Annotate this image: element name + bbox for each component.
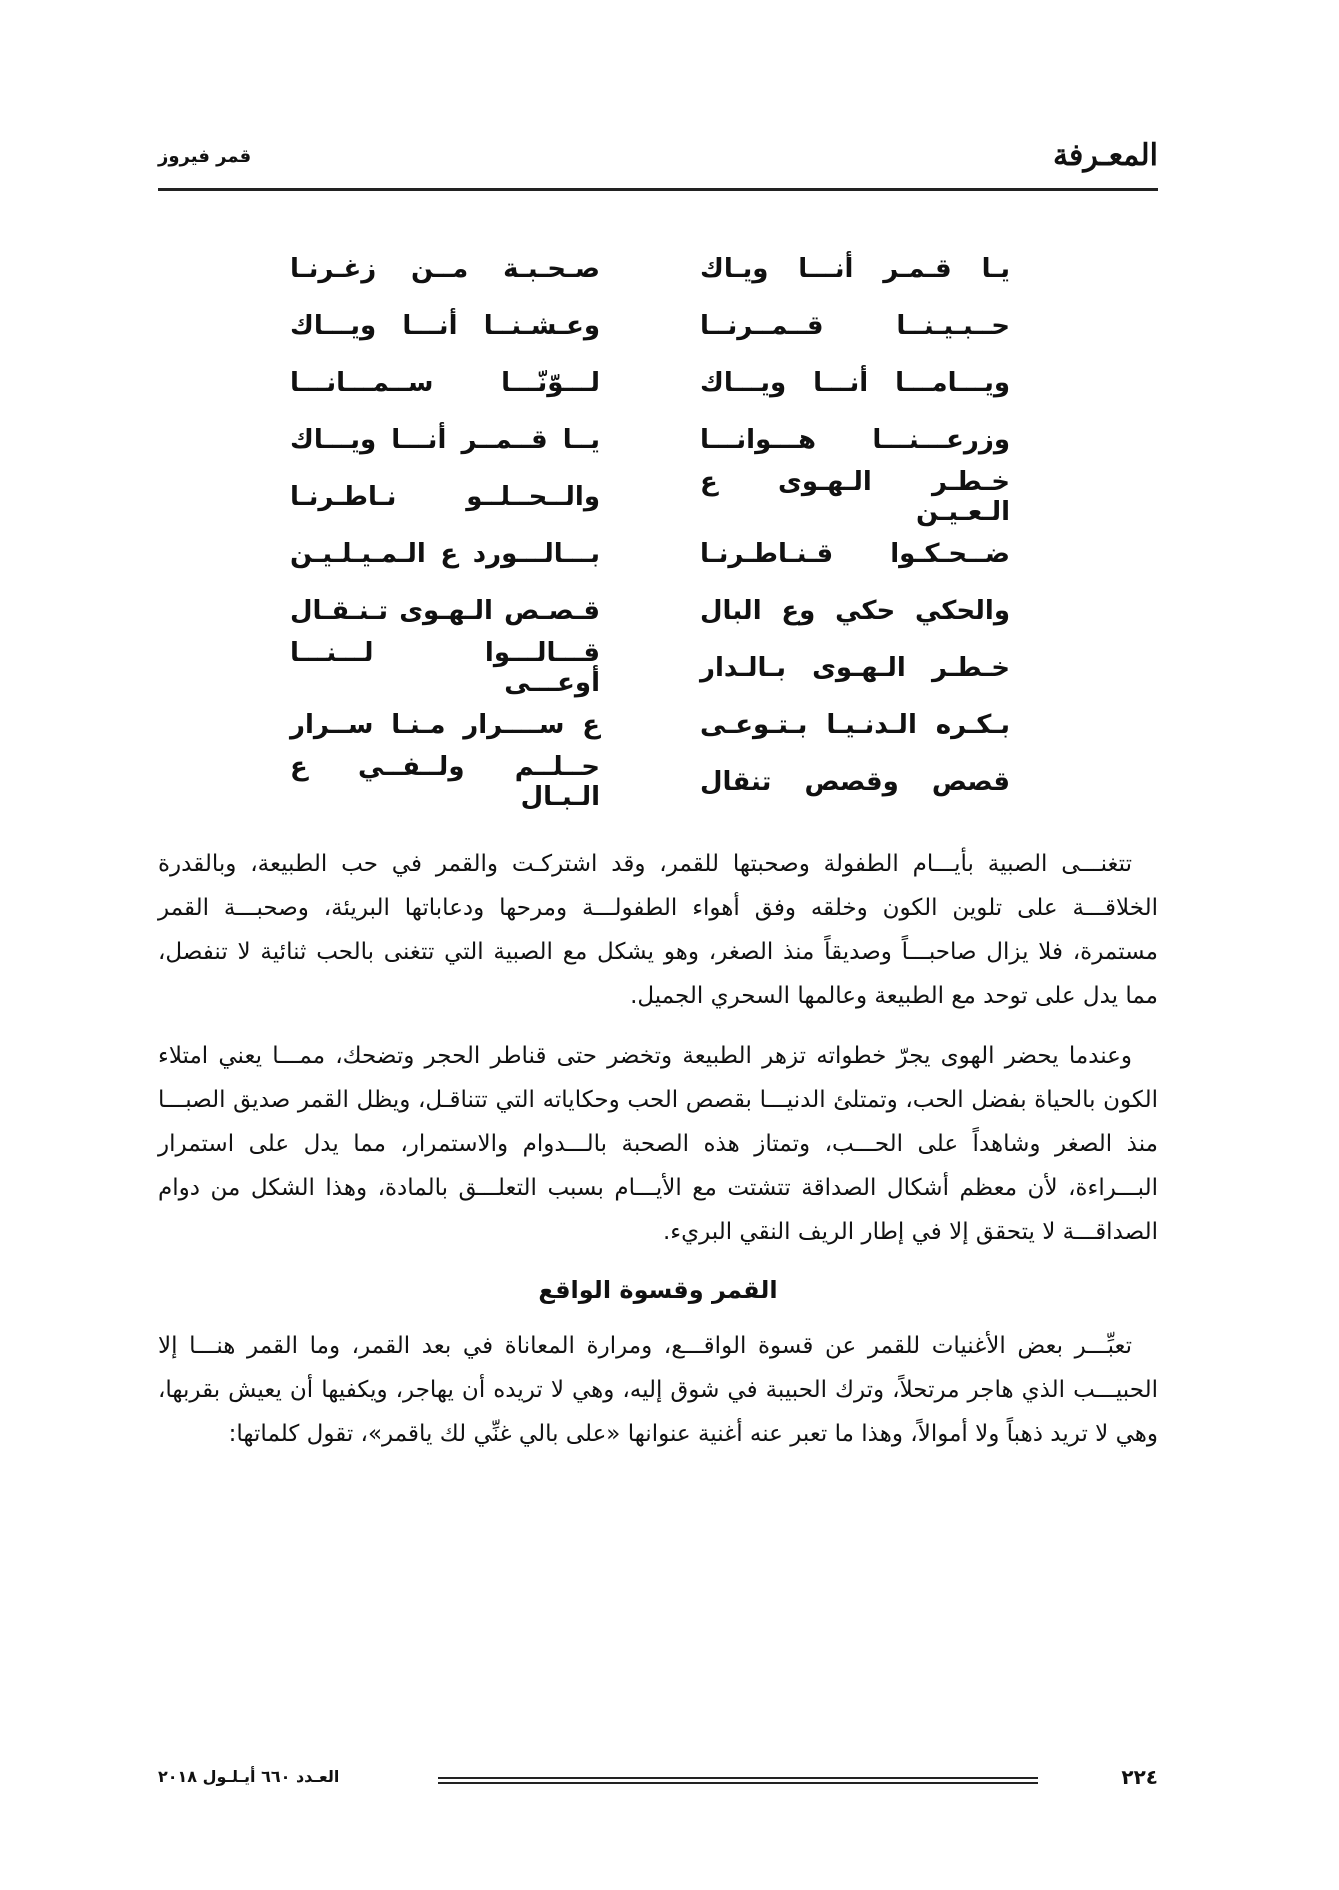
poem-row [290, 753, 1010, 810]
poem-row [290, 354, 1010, 411]
footer-divider [438, 1777, 1038, 1784]
poem-verse-right: والحكي حكي وع البال [700, 595, 1010, 626]
poem-row [290, 696, 1010, 753]
poem-verse-right: بـكـره الـدنـيـا بـتـوعـى [700, 709, 1010, 740]
poem-row [290, 240, 1010, 297]
poem-verse-left: صـحـبـة مــن زغـرنـا [290, 253, 600, 284]
poem-row [290, 639, 1010, 696]
page-header [158, 138, 1158, 191]
poem-verse-left: وعـشـنــا أنـــا ويـــاك [290, 310, 600, 341]
poem-verse-right: يـا قـمـر أنـــا ويـاك [700, 253, 1010, 284]
journal-name: المعـرفة [1052, 138, 1158, 173]
poem-lyrics [290, 240, 1010, 810]
running-title: قمر فيروز [158, 146, 252, 167]
poem-verse-right: حــبـيـنــا قــمــرنــا [700, 310, 1010, 341]
poem-verse-left: قـــالـــوا لـــنـــا أوعـــى [290, 637, 600, 698]
poem-verse-right: خـطـر الـهـوى بـالـدار [700, 652, 1010, 683]
poem-row [290, 582, 1010, 639]
poem-verse-right: خـطـر الـهـوى ع الـعـيـن [700, 466, 1010, 527]
poem-row [290, 297, 1010, 354]
poem-verse-right: ويـــامـــا أنـــا ويـــاك [700, 367, 1010, 398]
poem-verse-left: يــا قــمــر أنـــا ويـــاك [290, 424, 600, 455]
body-paragraph-2: وعندما يحضر الهوى يجرّ خطواته تزهر الطبيعة وتخضر حتى قناطر الحجر وتضحك، ممـــا يعني امتلاء الكون بالحياة بفضل الحب، وتمتلئ الدنيـــا بقصص الحب وحكاياته التي تتناقـل، ويظل القمر صديق الصبـــا منذ الصغر وشاهداً على الحـــب، وتمتاز هذه الصحبة بالـــدوام والاستمرار، مما يدل على استمرار البـــراءة، لأن معظم أشكال الصداقة تتشتت مع الأيـــام بسبب التعلـــق بالمادة، وهذا الشكل من دوام الصداقـــة لا يتحقق إلا في إطار الريف النقي البريء. [158, 1043, 1158, 1245]
poem-verse-right: ضــحـكـوا قـنـاطـرنـا [700, 538, 1010, 569]
poem-row [290, 411, 1010, 468]
poem-row [290, 525, 1010, 582]
page-number: ٢٢٤ [1121, 1765, 1158, 1789]
body-paragraph-1: تتغنـــى الصبية بأيـــام الطفولة وصحبتها للقمر، وقد اشتركـت والقمر في حب الطبيعة، وبالقدرة الخلاقـــة على تلوين الكون وخلقه وفق أهواء الطفولـــة ومرحها ودعاباتها البريئة، وصحبـــة القمر مستمرة، فلا يزال صاحبـــاً وصديقاً منذ الصغر، وهو يشكل مع الصبية التي تتغنى بالحب ثنائية لا تنفصل، مما يدل على توحد مع الطبيعة وعالمها السحري الجميل. [158, 851, 1158, 1009]
poem-verse-left: لـــوّنّـــا ســمـــانـــا [290, 367, 600, 398]
poem-verse-right: وزرعـــنـــا هـــوانـــا [700, 424, 1010, 455]
poem-verse-left: بـــالـــورد ع الـمـيـلـيـن [290, 538, 600, 569]
body-paragraph-3: تعبِّـــر بعض الأغنيات للقمر عن قسوة الواقـــع، ومرارة المعاناة في بعد القمر، وما القمر هنـــا إلا الحبيـــب الذي هاجر مرتحلاً، وترك الحبيبة في شوق إليه، وهي لا تريده أن يهاجر، ويكفيها أن يعيش بقربها، وهي لا تريد ذهباً ولا أموالاً، وهذا ما تعبر عنه أغنية عنوانها «على بالي غنِّي لك ياقمر»، تقول كلماتها: [158, 1333, 1158, 1447]
poem-verse-left: والــحــلــو نـاطـرنـا [290, 481, 600, 512]
poem-verse-left: ع ســــرار مـنـا ســرار [290, 709, 600, 740]
poem-verse-left: قـصـص الـهـوى تـنـقـال [290, 595, 600, 626]
page-footer [158, 1765, 1158, 1795]
poem-verse-right: قصص وقصص تنقال [700, 766, 1010, 797]
poem-row [290, 468, 1010, 525]
issue-info: العـدد ٦٦٠ أيـلـول ٢٠١٨ [158, 1767, 340, 1786]
article-body [158, 842, 1158, 1472]
section-heading: القمر وقسوة الواقع [538, 1276, 778, 1304]
poem-verse-left: حــلــم ولــفــي ع الـبـال [290, 751, 600, 812]
